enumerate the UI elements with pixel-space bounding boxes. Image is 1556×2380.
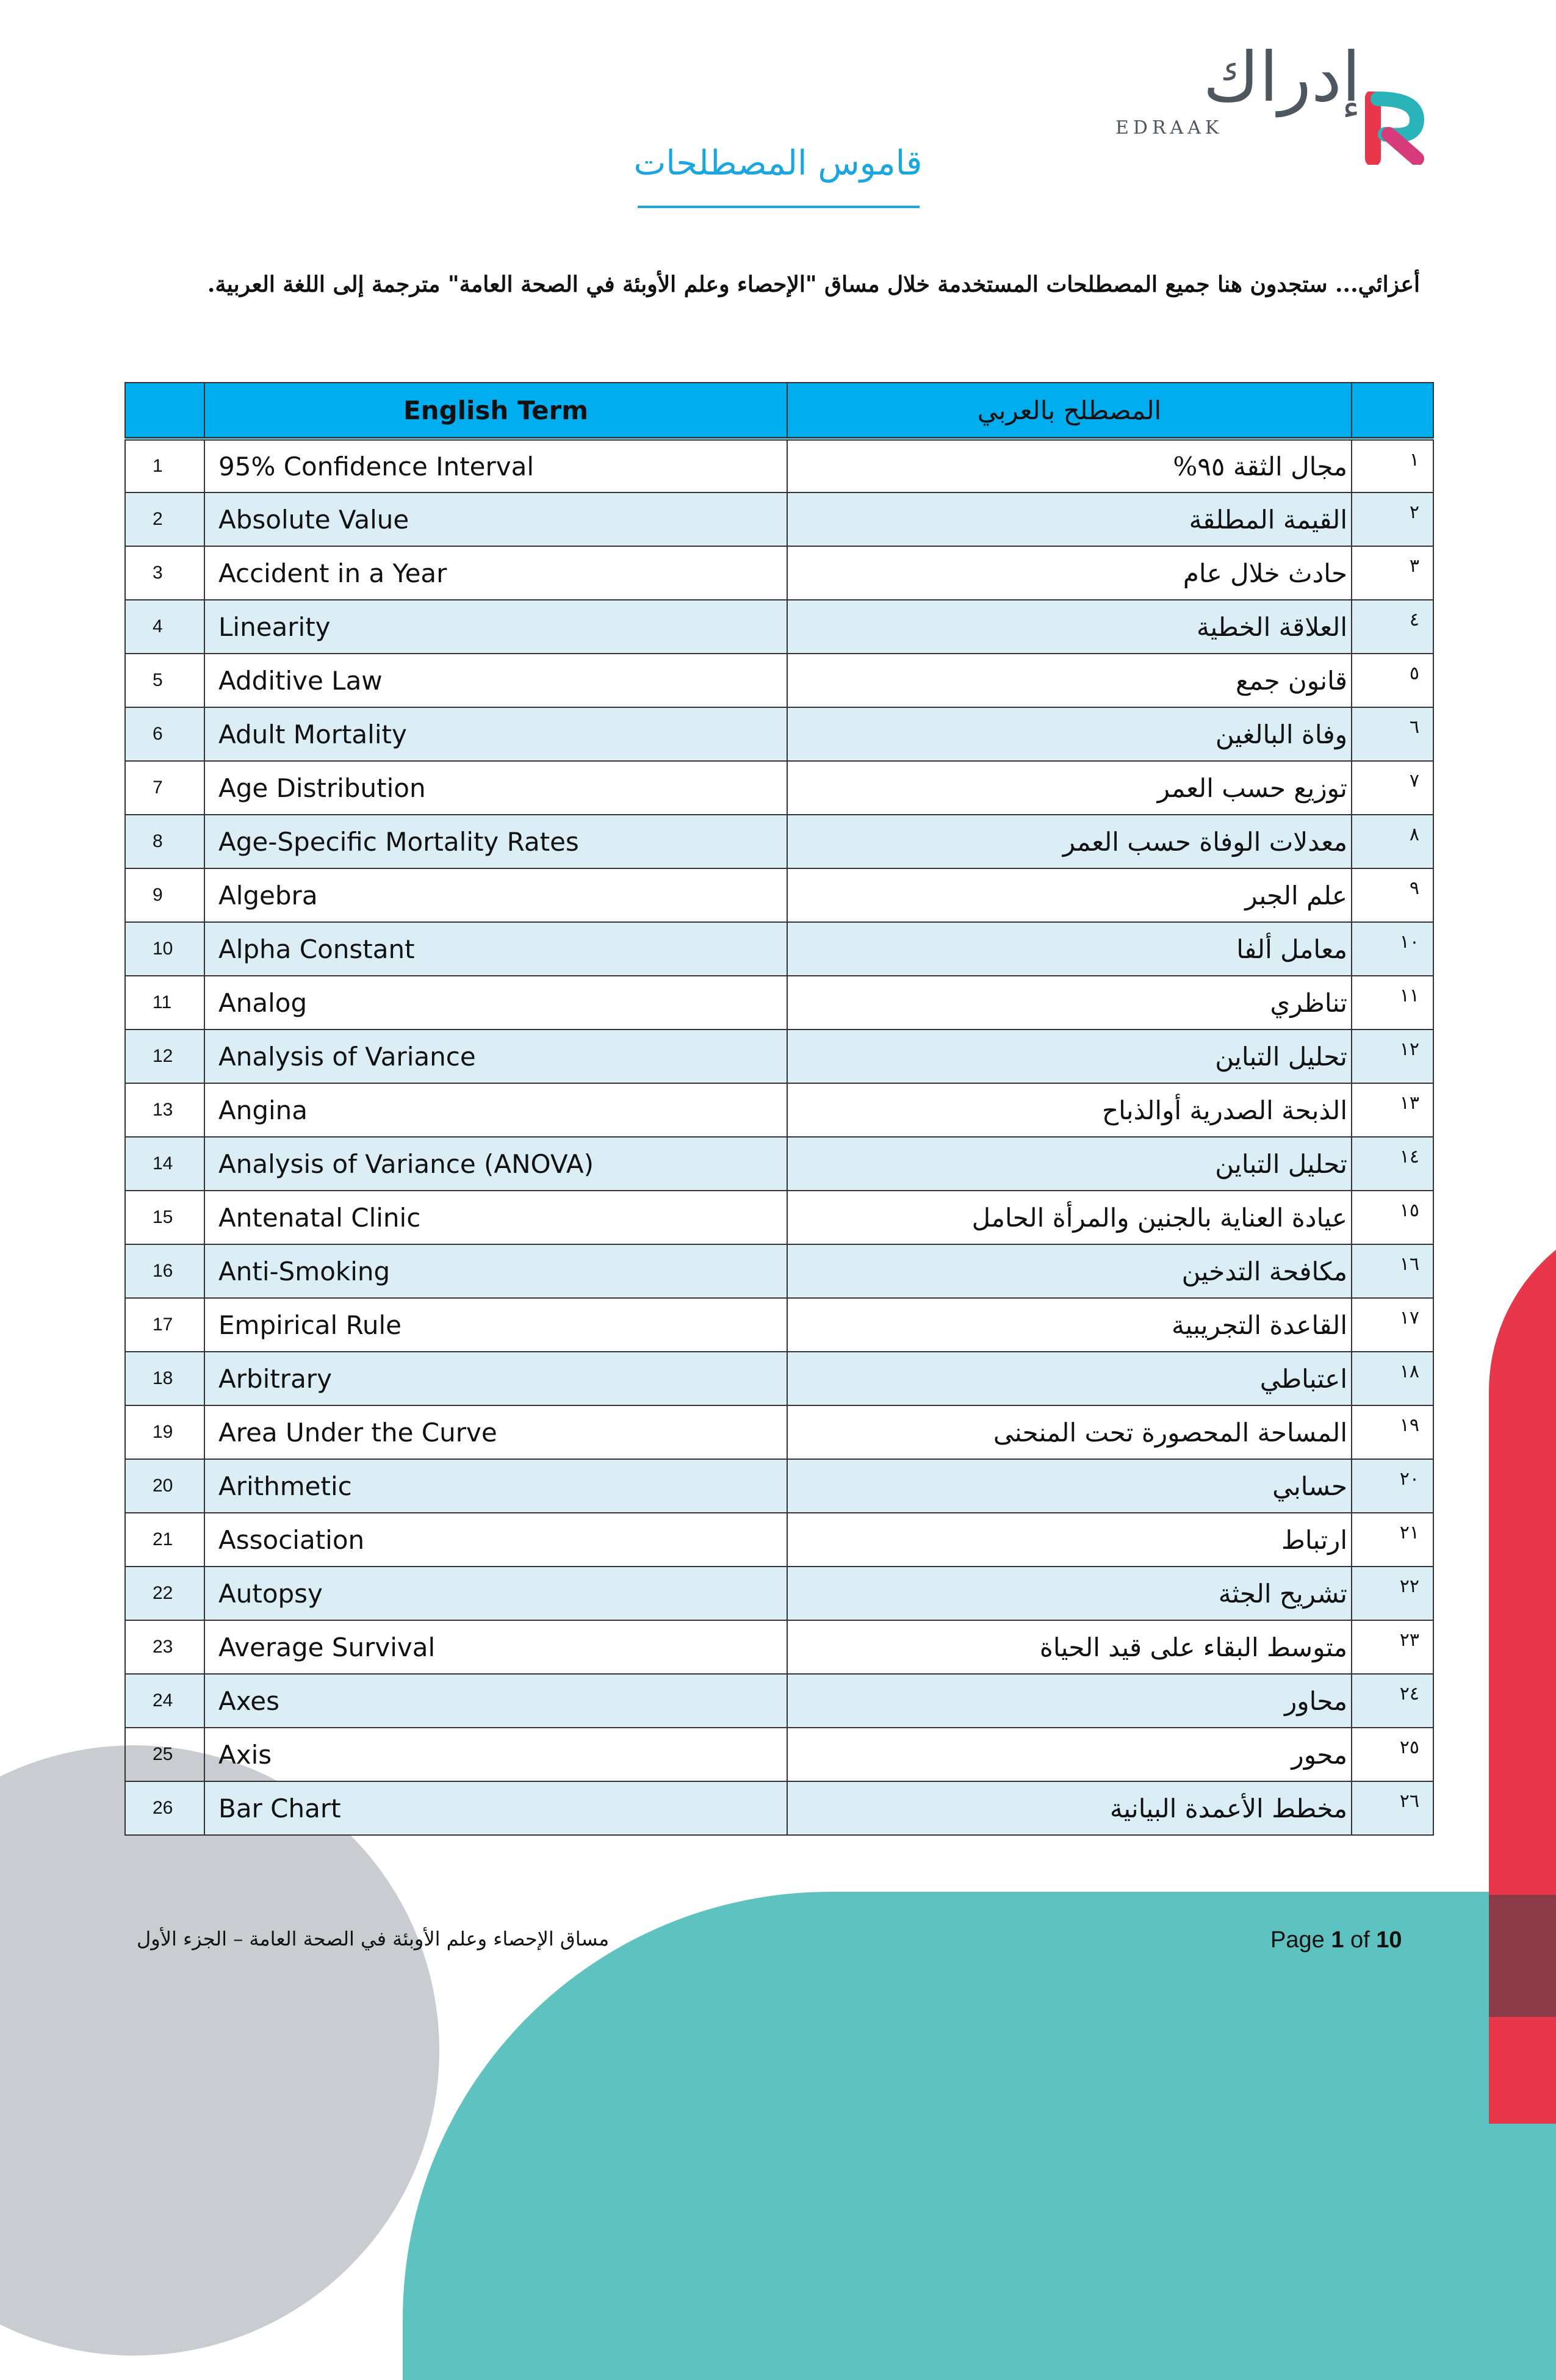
arabic-term: الذبحة الصدرية أوالذباح	[787, 1083, 1352, 1137]
page-label: Page	[1270, 1927, 1325, 1953]
english-term: 95% Confidence Interval	[204, 439, 787, 492]
row-number: 7	[125, 761, 204, 815]
logo-latin-text: EDRAAK	[1115, 117, 1223, 139]
table-row	[125, 1781, 1433, 1835]
row-number: 2	[125, 492, 204, 546]
row-number: 12	[125, 1030, 204, 1083]
arabic-row-number: ٢٣	[1352, 1620, 1433, 1674]
arabic-term: عيادة العناية بالجنين والمرأة الحامل	[787, 1191, 1352, 1244]
english-term: Empirical Rule	[204, 1298, 787, 1352]
english-term: Autopsy	[204, 1567, 787, 1620]
arabic-term: محاور	[787, 1674, 1352, 1728]
arabic-row-number: ٩	[1352, 868, 1433, 922]
arabic-term: محور	[787, 1728, 1352, 1781]
english-term: Adult Mortality	[204, 707, 787, 761]
arabic-term: اعتباطي	[787, 1352, 1352, 1405]
table-row	[125, 1137, 1433, 1191]
decorative-dark-shape	[1489, 1895, 1556, 2017]
table-row	[125, 815, 1433, 868]
row-number: 6	[125, 707, 204, 761]
english-term: Alpha Constant	[204, 922, 787, 976]
arabic-row-number: ١٨	[1352, 1352, 1433, 1405]
arabic-row-number: ١٧	[1352, 1298, 1433, 1352]
table-row	[125, 1728, 1433, 1781]
english-term: Association	[204, 1513, 787, 1567]
arabic-term: تحليل التباين	[787, 1030, 1352, 1083]
table-header-row	[125, 383, 1433, 439]
row-number: 14	[125, 1137, 204, 1191]
arabic-term: العلاقة الخطية	[787, 600, 1352, 654]
arabic-term: القيمة المطلقة	[787, 492, 1352, 546]
table-row	[125, 1620, 1433, 1674]
row-number: 10	[125, 922, 204, 976]
arabic-row-number: ٢٦	[1352, 1781, 1433, 1835]
arabic-row-number: ١	[1352, 439, 1433, 492]
arabic-row-number: ٦	[1352, 707, 1433, 761]
arabic-row-number: ١٦	[1352, 1244, 1433, 1298]
arabic-row-number: ١٠	[1352, 922, 1433, 976]
english-term: Linearity	[204, 600, 787, 654]
header-arabic-term: المصطلح بالعربي	[787, 383, 1352, 439]
arabic-row-number: ٧	[1352, 761, 1433, 815]
row-number: 26	[125, 1781, 204, 1835]
row-number: 25	[125, 1728, 204, 1781]
arabic-row-number: ٣	[1352, 546, 1433, 600]
arabic-term: علم الجبر	[787, 868, 1352, 922]
arabic-term: مخطط الأعمدة البيانية	[787, 1781, 1352, 1835]
page-number	[1270, 1927, 1402, 1953]
arabic-row-number: ١٩	[1352, 1405, 1433, 1459]
row-number: 16	[125, 1244, 204, 1298]
arabic-term: معدلات الوفاة حسب العمر	[787, 815, 1352, 868]
decorative-teal-shape	[403, 1892, 1556, 2380]
arabic-row-number: ٢١	[1352, 1513, 1433, 1567]
english-term: Area Under the Curve	[204, 1405, 787, 1459]
english-term: Age Distribution	[204, 761, 787, 815]
table-row	[125, 868, 1433, 922]
page-current: 1	[1331, 1927, 1344, 1953]
english-term: Analysis of Variance	[204, 1030, 787, 1083]
english-term: Bar Chart	[204, 1781, 787, 1835]
arabic-term: توزيع حسب العمر	[787, 761, 1352, 815]
arabic-term: ارتباط	[787, 1513, 1352, 1567]
arabic-row-number: ٢٤	[1352, 1674, 1433, 1728]
arabic-term: معامل ألفا	[787, 922, 1352, 976]
table-row	[125, 1459, 1433, 1513]
arabic-term: تناظري	[787, 976, 1352, 1030]
table-row	[125, 546, 1433, 600]
row-number: 15	[125, 1191, 204, 1244]
english-term: Additive Law	[204, 654, 787, 707]
table-row	[125, 1030, 1433, 1083]
english-term: Age-Specific Mortality Rates	[204, 815, 787, 868]
table-row	[125, 492, 1433, 546]
table-row	[125, 707, 1433, 761]
table-row	[125, 1513, 1433, 1567]
english-term: Algebra	[204, 868, 787, 922]
arabic-row-number: ٨	[1352, 815, 1433, 868]
table-row	[125, 922, 1433, 976]
arabic-row-number: ١٢	[1352, 1030, 1433, 1083]
table-row	[125, 1567, 1433, 1620]
row-number: 1	[125, 439, 204, 492]
table-row	[125, 600, 1433, 654]
page-title: قاموس المصطلحات	[633, 143, 923, 183]
english-term: Antenatal Clinic	[204, 1191, 787, 1244]
english-term: Axes	[204, 1674, 787, 1728]
arabic-term: حادث خلال عام	[787, 546, 1352, 600]
table-row	[125, 1191, 1433, 1244]
arabic-term: مكافحة التدخين	[787, 1244, 1352, 1298]
row-number: 8	[125, 815, 204, 868]
glossary-body	[125, 439, 1433, 1835]
arabic-term: المساحة المحصورة تحت المنحنى	[787, 1405, 1352, 1459]
decorative-gray-circle	[0, 1745, 439, 2356]
row-number: 3	[125, 546, 204, 600]
row-number: 22	[125, 1567, 204, 1620]
english-term: Accident in a Year	[204, 546, 787, 600]
row-number: 18	[125, 1352, 204, 1405]
row-number: 23	[125, 1620, 204, 1674]
row-number: 5	[125, 654, 204, 707]
row-number: 21	[125, 1513, 204, 1567]
arabic-row-number: ٢	[1352, 492, 1433, 546]
row-number: 19	[125, 1405, 204, 1459]
row-number: 17	[125, 1298, 204, 1352]
page-total: 10	[1376, 1927, 1402, 1953]
logo-arabic-text: إدراك	[1203, 38, 1361, 117]
english-term: Average Survival	[204, 1620, 787, 1674]
english-term: Anti-Smoking	[204, 1244, 787, 1298]
title-underline	[638, 206, 920, 208]
english-term: Analysis of Variance (ANOVA)	[204, 1137, 787, 1191]
arabic-term: وفاة البالغين	[787, 707, 1352, 761]
table-row	[125, 1298, 1433, 1352]
header-arabic-number-cell	[1352, 383, 1433, 439]
english-term: Arbitrary	[204, 1352, 787, 1405]
table-row	[125, 1083, 1433, 1137]
row-number: 11	[125, 976, 204, 1030]
arabic-term: قانون جمع	[787, 654, 1352, 707]
table-row	[125, 761, 1433, 815]
arabic-term: تحليل التباين	[787, 1137, 1352, 1191]
row-number: 4	[125, 600, 204, 654]
arabic-term: مجال الثقة ٩٥%	[787, 439, 1352, 492]
page-of: of	[1350, 1927, 1370, 1953]
english-term: Absolute Value	[204, 492, 787, 546]
row-number: 9	[125, 868, 204, 922]
table-row	[125, 976, 1433, 1030]
arabic-term: القاعدة التجريبية	[787, 1298, 1352, 1352]
arabic-row-number: ١٣	[1352, 1083, 1433, 1137]
arabic-row-number: ٥	[1352, 654, 1433, 707]
table-row	[125, 654, 1433, 707]
glossary-table	[124, 382, 1434, 1836]
table-row	[125, 439, 1433, 492]
header-number-cell	[125, 383, 204, 439]
arabic-term: متوسط البقاء على قيد الحياة	[787, 1620, 1352, 1674]
table-row	[125, 1244, 1433, 1298]
english-term: Analog	[204, 976, 787, 1030]
arabic-row-number: ٤	[1352, 600, 1433, 654]
arabic-term: تشريح الجثة	[787, 1567, 1352, 1620]
english-term: Axis	[204, 1728, 787, 1781]
table-row	[125, 1352, 1433, 1405]
english-term: Angina	[204, 1083, 787, 1137]
table-row	[125, 1405, 1433, 1459]
arabic-row-number: ١٥	[1352, 1191, 1433, 1244]
intro-paragraph: أعزائي... ستجدون هنا جميع المصطلحات المستخدمة خلال مساق "الإحصاء وعلم الأوبئة في الصحة العامة" مترجمة إلى اللغة العربية.	[207, 272, 1420, 297]
arabic-row-number: ٢٥	[1352, 1728, 1433, 1781]
arabic-row-number: ١٤	[1352, 1137, 1433, 1191]
arabic-row-number: ٢٢	[1352, 1567, 1433, 1620]
row-number: 20	[125, 1459, 204, 1513]
row-number: 24	[125, 1674, 204, 1728]
arabic-row-number: ١١	[1352, 976, 1433, 1030]
arabic-term: حسابي	[787, 1459, 1352, 1513]
footer-course-title: مساق الإحصاء وعلم الأوبئة في الصحة العامة – الجزء الأول	[137, 1927, 610, 1950]
english-term: Arithmetic	[204, 1459, 787, 1513]
arabic-row-number: ٢٠	[1352, 1459, 1433, 1513]
row-number: 13	[125, 1083, 204, 1137]
table-row	[125, 1674, 1433, 1728]
header-english-term: English Term	[204, 383, 787, 439]
